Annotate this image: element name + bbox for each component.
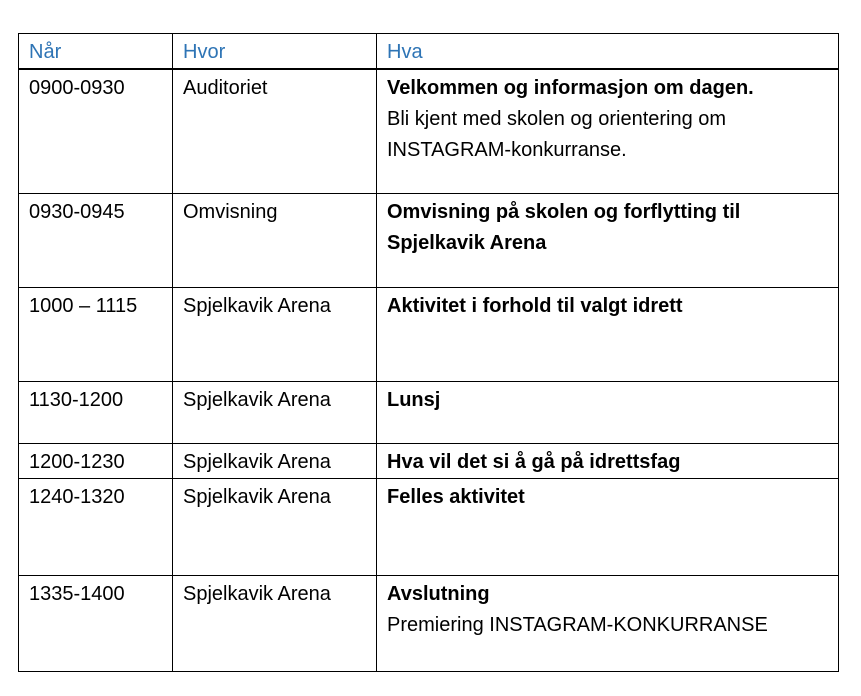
table-row [19,287,839,381]
cell-activity [377,193,839,287]
cell-place: Spjelkavik Arena [173,478,377,575]
cell-activity [377,443,839,478]
cell-place: Spjelkavik Arena [173,443,377,478]
cell-place: Spjelkavik Arena [173,287,377,381]
activity-detail: Bli kjent med skolen og orientering om INSTAGRAM-konkurranse. [387,108,727,161]
activity-title: Omvisning på skolen og forflytting til Spjelkavik Arena [387,200,741,254]
header-what: Hva [377,34,839,70]
cell-place: Auditoriet [173,69,377,193]
cell-place: Spjelkavik Arena [173,381,377,443]
schedule-table [18,33,839,672]
cell-time: 0930-0945 [19,193,173,287]
cell-time: 1240-1320 [19,478,173,575]
cell-activity [377,287,839,381]
cell-time: 1130-1200 [19,381,173,443]
activity-title: Felles aktivitet [387,485,525,508]
activity-title: Aktivitet i forhold til valgt idrett [387,294,683,317]
header-where: Hvor [173,34,377,70]
table-row [19,443,839,478]
table-header-row [19,34,839,70]
table-row [19,575,839,671]
table-row [19,69,839,193]
cell-activity [377,478,839,575]
cell-time: 1000 – 1115 [19,287,173,381]
cell-place: Spjelkavik Arena [173,575,377,671]
table-row [19,478,839,575]
cell-time: 1335-1400 [19,575,173,671]
table-row [19,381,839,443]
table-row [19,193,839,287]
activity-title: Velkommen og informasjon om dagen. [387,77,754,99]
cell-activity [377,69,839,193]
activity-title: Lunsj [387,388,441,411]
activity-title: Hva vil det si å gå på idrettsfag [387,450,681,473]
header-when: Når [19,34,173,70]
cell-time: 0900-0930 [19,69,173,193]
cell-time: 1200-1230 [19,443,173,478]
cell-activity [377,575,839,671]
cell-place: Omvisning [173,193,377,287]
activity-detail: Premiering INSTAGRAM-KONKURRANSE [387,613,768,636]
cell-activity [377,381,839,443]
activity-title: Avslutning [387,582,490,605]
